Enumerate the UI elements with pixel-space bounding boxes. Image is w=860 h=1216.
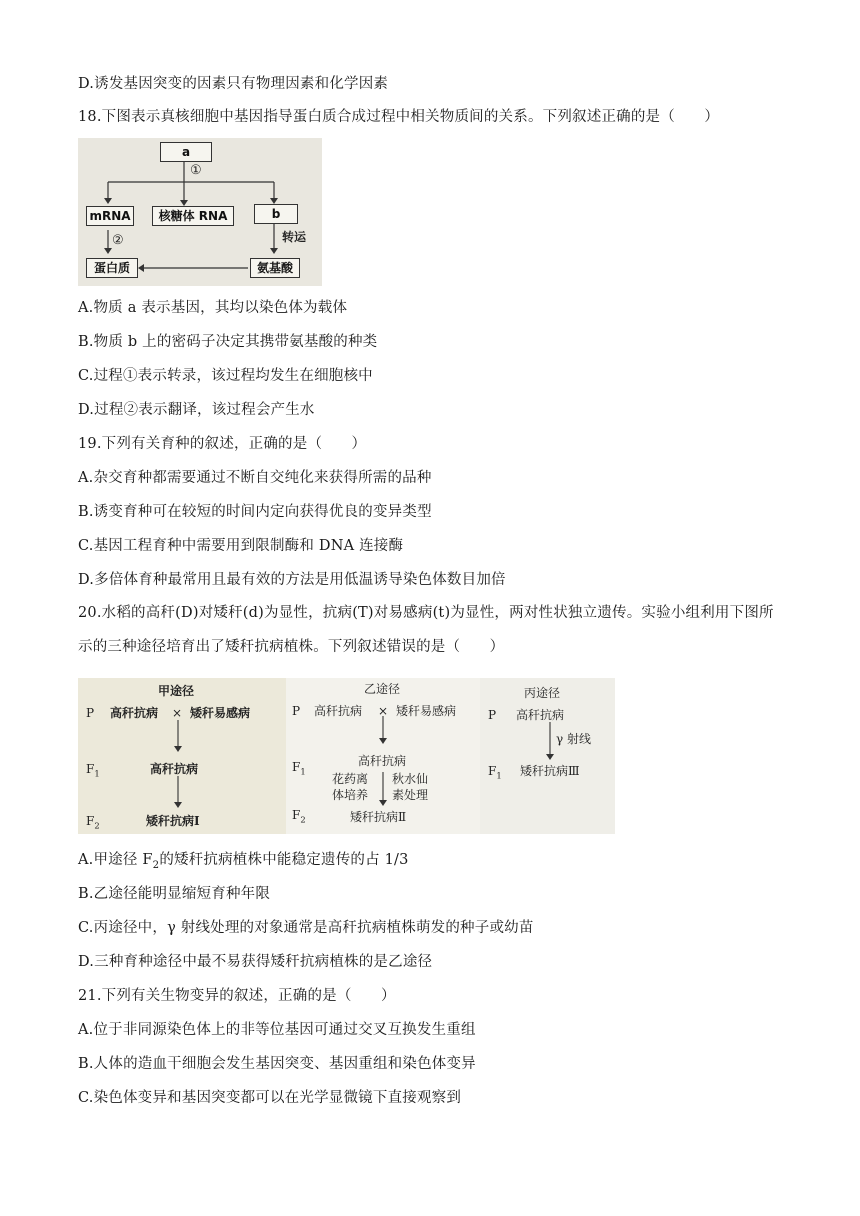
box-ribosomal-rna: 核糖体 RNA bbox=[152, 206, 234, 226]
route-bing-f1-label: $F_1$ bbox=[488, 764, 502, 781]
q21-option-b: B.人体的造血干细胞会发生基因突变、基因重组和染色体变异 bbox=[78, 1056, 476, 1072]
route-bing-f1-plant: 矮秆抗病Ⅲ bbox=[520, 764, 580, 778]
process-1-marker: ① bbox=[190, 163, 202, 178]
q18-option-b: B.物质 b 上的密码子决定其携带氨基酸的种类 bbox=[78, 334, 378, 350]
route-jia-f1-label: $F_1$ bbox=[86, 762, 100, 779]
label-transport: 转运 bbox=[282, 230, 307, 244]
route-yi-step-left-1: 花药离 bbox=[332, 772, 369, 786]
q20-option-d: D.三种育种途径中最不易获得矮秆抗病植株的是乙途径 bbox=[78, 954, 433, 970]
q19-option-b: B.诱变育种可在较短的时间内定向获得优良的变异类型 bbox=[78, 504, 432, 520]
route-jia-f1-plant: 高秆抗病 bbox=[150, 762, 199, 776]
q19-option-a: A.杂交育种都需要通过不断自交纯化来获得所需的品种 bbox=[78, 470, 432, 486]
q20-stem-line-2: 示的三种途径培育出了矮秆抗病植株。下列叙述错误的是（ ） bbox=[78, 639, 505, 655]
route-yi-f1-plant: 高秆抗病 bbox=[358, 754, 407, 768]
gene-expression-diagram bbox=[78, 138, 322, 286]
route-yi-p-label: P bbox=[292, 704, 301, 718]
route-arrows bbox=[78, 678, 615, 834]
q20-option-a: A.甲途径 $F_2$的矮秆抗病植株中能稳定遗传的占 1/3 bbox=[78, 852, 409, 871]
box-a: a bbox=[160, 142, 212, 162]
route-jia-parent-1: 高秆抗病 bbox=[110, 706, 159, 720]
route-yi-step-right-2: 素处理 bbox=[392, 788, 429, 802]
q20-option-c: C.丙途径中，γ 射线处理的对象通常是高秆抗病植株萌发的种子或幼苗 bbox=[78, 920, 534, 936]
route-yi-f2-label: $F_2$ bbox=[292, 808, 306, 825]
q19-option-c: C.基因工程育种中需要用到限制酶和 DNA 连接酶 bbox=[78, 538, 404, 554]
box-mrna: mRNA bbox=[86, 206, 134, 226]
route-bing-gamma-ray: γ 射线 bbox=[556, 732, 591, 746]
route-yi-title: 乙途径 bbox=[364, 682, 401, 696]
q18-option-c: C.过程①表示转录，该过程均发生在细胞核中 bbox=[78, 368, 373, 384]
route-bing-parent: 高秆抗病 bbox=[516, 708, 565, 722]
box-amino-acid: 氨基酸 bbox=[250, 258, 300, 278]
route-bing-title: 丙途径 bbox=[524, 686, 561, 700]
q18-option-d: D.过程②表示翻译，该过程会产生水 bbox=[78, 402, 315, 418]
q21-option-a: A.位于非同源染色体上的非等位基因可通过交叉互换发生重组 bbox=[78, 1022, 476, 1038]
q18-stem: 18.下图表示真核细胞中基因指导蛋白质合成过程中相关物质间的关系。下列叙述正确的是（ ） bbox=[78, 109, 720, 125]
box-b: b bbox=[254, 204, 298, 224]
route-jia-cross: × bbox=[172, 706, 183, 720]
route-jia-title: 甲途径 bbox=[158, 684, 195, 698]
route-yi-f2-plant: 矮秆抗病Ⅱ bbox=[350, 810, 407, 824]
process-2-marker: ② bbox=[112, 233, 124, 248]
q21-option-c: C.染色体变异和基因突变都可以在光学显微镜下直接观察到 bbox=[78, 1090, 462, 1106]
route-yi-step-right-1: 秋水仙 bbox=[392, 772, 429, 786]
breeding-routes-figure bbox=[78, 678, 615, 834]
route-jia-f2-plant: 矮秆抗病Ⅰ bbox=[146, 814, 200, 828]
route-yi-parent-2: 矮秆易感病 bbox=[396, 704, 457, 718]
q19-stem: 19.下列有关育种的叙述，正确的是（ ） bbox=[78, 436, 367, 452]
route-jia-f2-label: $F_2$ bbox=[86, 814, 100, 831]
q20-stem-line-1: 20.水稻的高秆(D)对矮秆(d)为显性，抗病(T)对易感病(t)为显性，两对性状独立遗传。实验小组利用下图所 bbox=[78, 605, 774, 621]
route-jia-parent-2: 矮秆易感病 bbox=[190, 706, 251, 720]
q21-stem: 21.下列有关生物变异的叙述，正确的是（ ） bbox=[78, 988, 396, 1004]
q18-option-a: A.物质 a 表示基因，其均以染色体为载体 bbox=[78, 300, 348, 316]
route-yi-parent-1: 高秆抗病 bbox=[314, 704, 363, 718]
route-yi-step-left-2: 体培养 bbox=[332, 788, 369, 802]
route-jia-p-label: P bbox=[86, 706, 95, 720]
route-bing-p-label: P bbox=[488, 708, 497, 722]
route-yi-cross: × bbox=[378, 704, 389, 718]
box-protein: 蛋白质 bbox=[86, 258, 138, 278]
q19-option-d: D.多倍体育种最常用且最有效的方法是用低温诱导染色体数目加倍 bbox=[78, 572, 506, 588]
q17-option-d: D.诱发基因突变的因素只有物理因素和化学因素 bbox=[78, 76, 389, 92]
q20-option-b: B.乙途径能明显缩短育种年限 bbox=[78, 886, 271, 902]
route-yi-f1-label: $F_1$ bbox=[292, 760, 306, 777]
